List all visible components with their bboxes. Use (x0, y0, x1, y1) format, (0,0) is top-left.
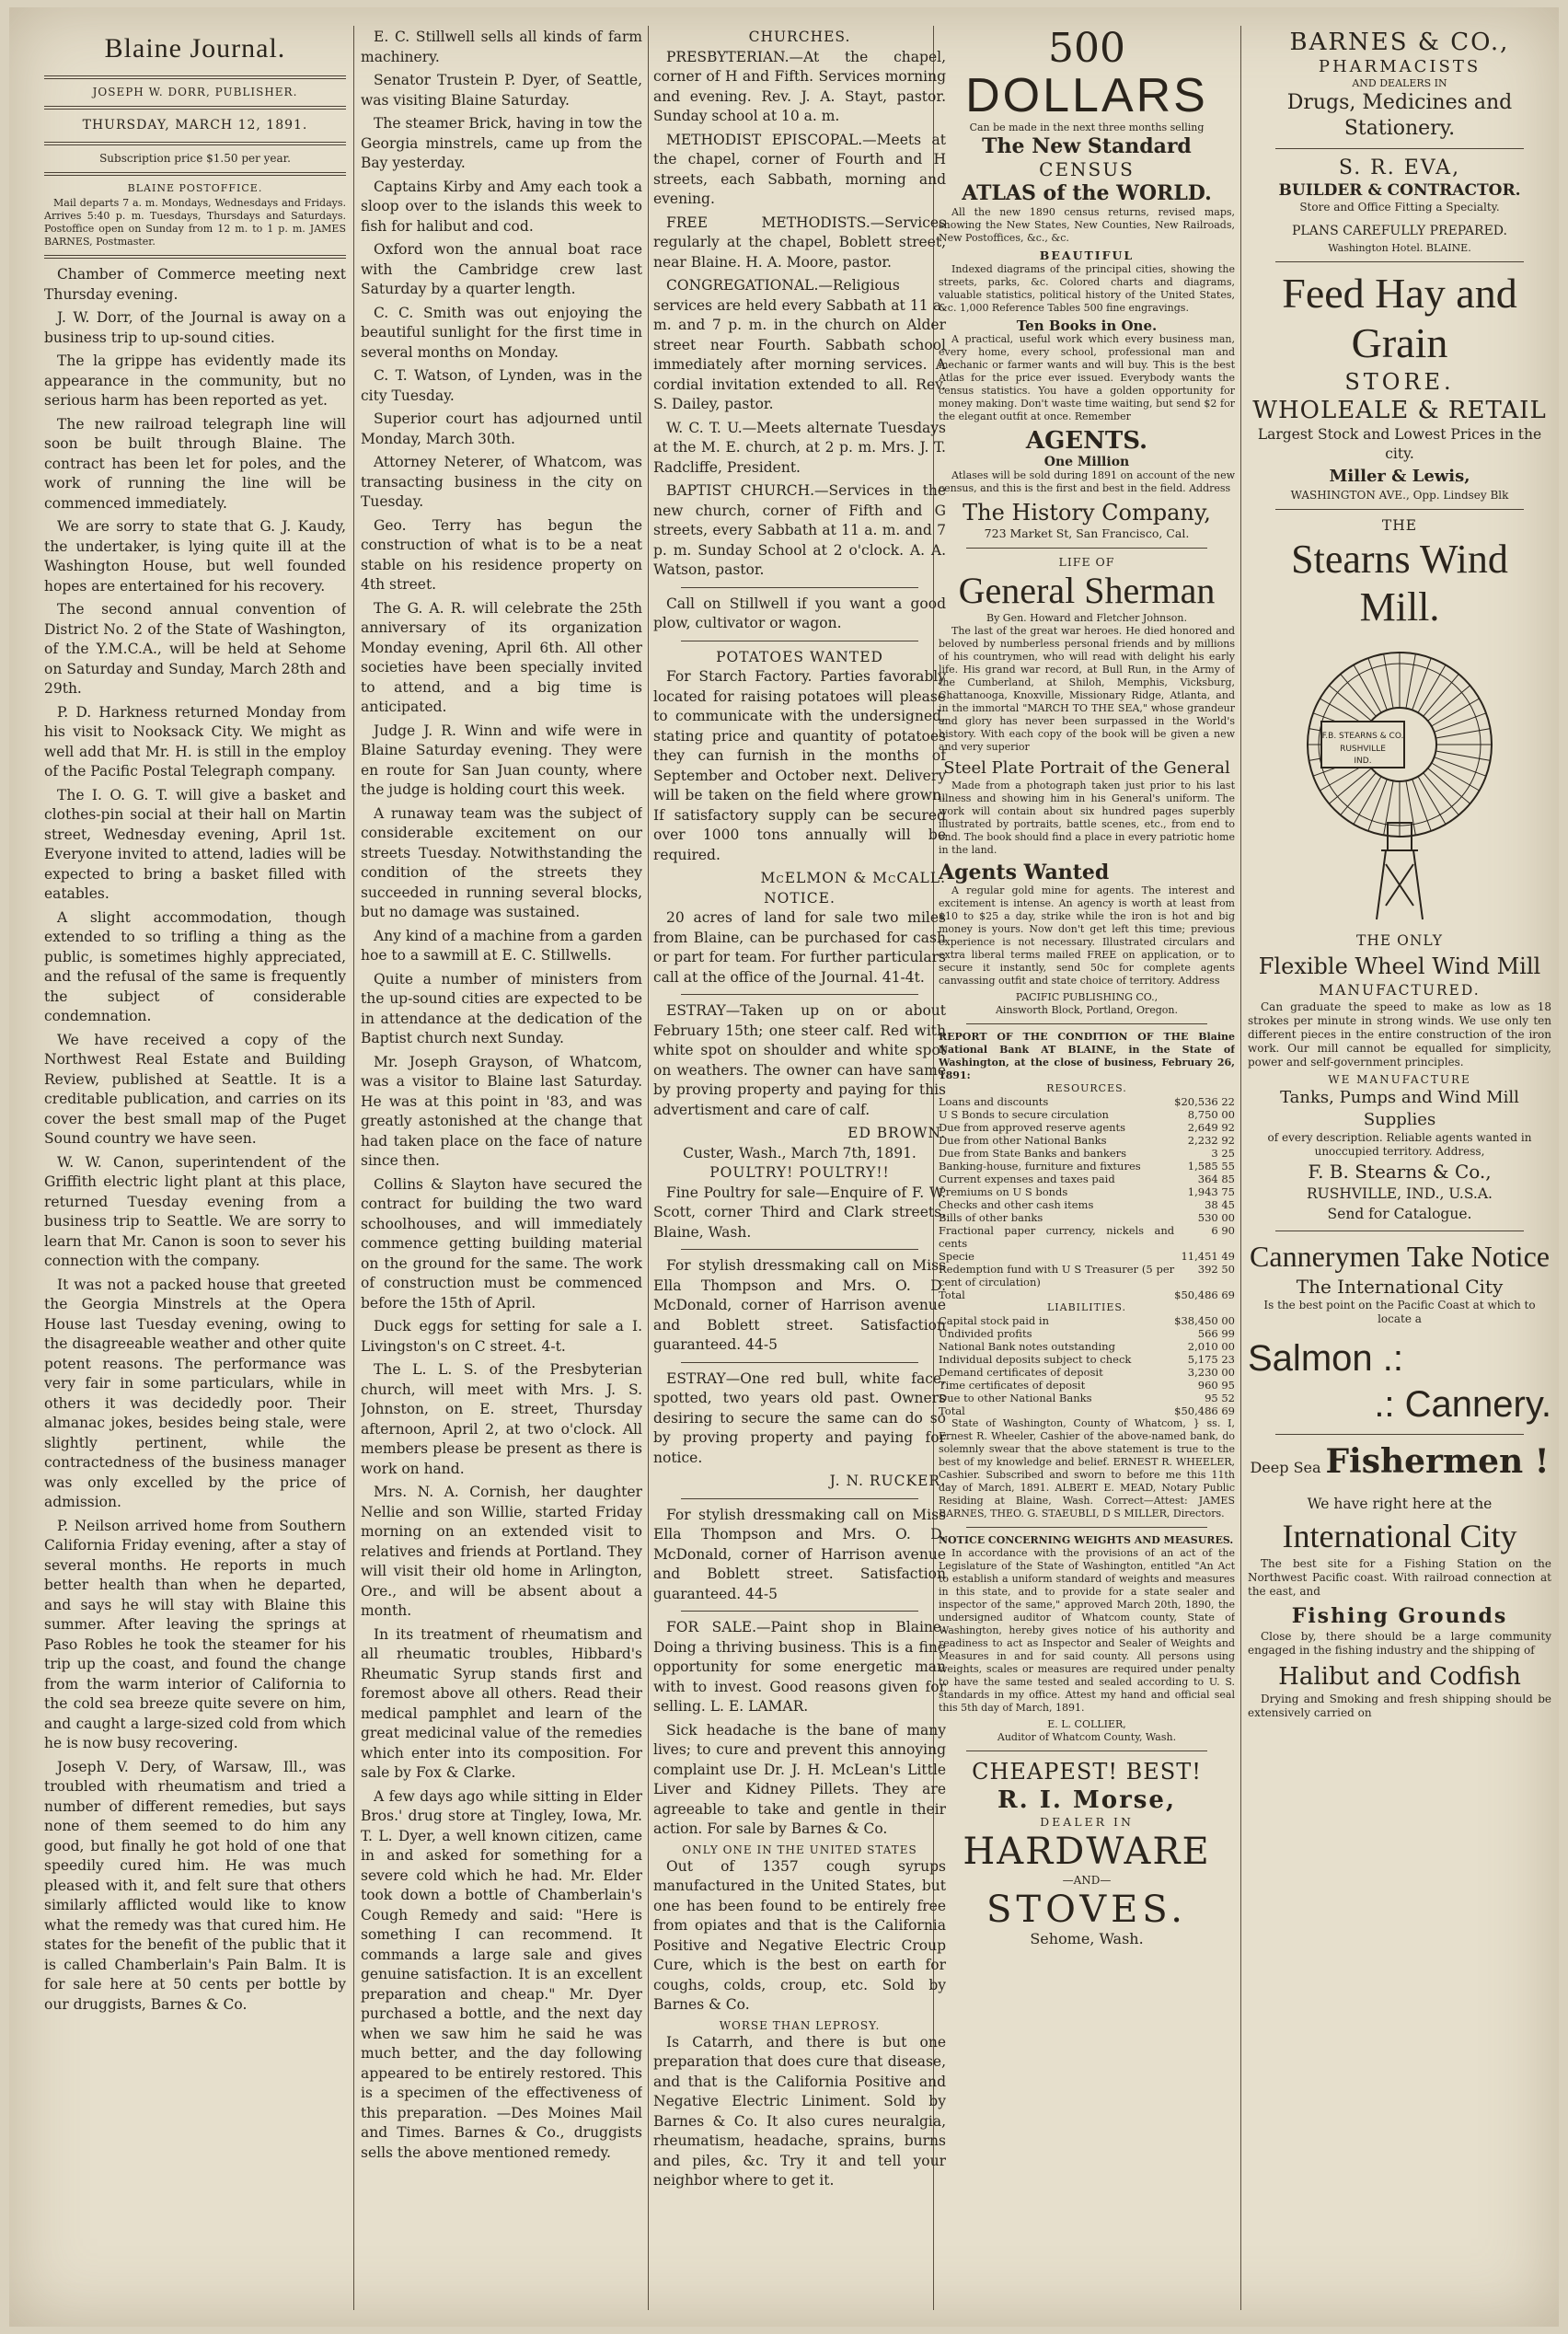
church-listings (653, 48, 946, 581)
stearns-flexible: Flexible Wheel Wind Mill (1258, 953, 1541, 979)
stearns-catalogue: Send for Catalogue. (1327, 1205, 1472, 1222)
statement-label: Loans and discounts (939, 1095, 1049, 1108)
eva-title: BUILDER & CONTRACTOR. (1278, 180, 1521, 200)
morse-and: —AND— (1062, 1874, 1112, 1887)
statement-row (939, 1173, 1235, 1185)
atlas-address: 723 Market St, San Francisco, Cal. (984, 526, 1190, 540)
potatoes-body: For Starch Factory. Parties favorably located for raising potatoes will please to communicate with the undersigned, stating price and quantity of potatoes they can furnish in the months of September and October next. Delivery will be taken on the field where grown. If satisfactory supply can be secured over 1000 tons annually will be required. (653, 668, 946, 863)
statement-value: 960 95 (1197, 1379, 1235, 1392)
statement-row (939, 1263, 1235, 1288)
estray-bull: ESTRAY—One red bull, white face, spotted, two years old past. Owners desiring to secure the same can do so by proving property and paying for notice. (653, 1369, 946, 1466)
statement-value: 8,750 00 (1187, 1108, 1235, 1121)
statement-row (939, 1327, 1235, 1340)
statement-value: 11,451 49 (1181, 1250, 1235, 1263)
only-one-heading: ONLY ONE IN THE UNITED STATES (682, 1843, 917, 1856)
statement-label: Due from other National Banks (939, 1134, 1107, 1147)
statement-value: 566 99 (1197, 1327, 1235, 1340)
statement-value: 5,175 23 (1187, 1353, 1235, 1366)
morse-name: R. I. Morse, (997, 1786, 1177, 1814)
news-item: Mrs. N. A. Cornish, her daughter Nellie and son Willie, started Friday morning on an extended visit to relatives and friends at Portland. They will visit their old home in Arlington, Ore., and will be absent about a month. (361, 1484, 642, 1619)
news-item: Duck eggs for setting for sale a I. Livingston's on C street. 4-t. (361, 1318, 642, 1355)
estray-steer: ESTRAY—Taken up on or about February 15th; one steer calf. Red with white spot on shoulder and white spot on weathers. The owner can have same by proving property and paying for this advertisment and care of calf. (653, 1002, 946, 1118)
fishing-grounds: Fishing Grounds (1291, 1603, 1508, 1628)
resources-table (939, 1095, 1235, 1288)
statement-row (939, 1392, 1235, 1404)
news-item: The G. A. R. will celebrate the 25th anniversary of its organization Monday evening, April 6th. All other societies have been specially invited to attend, and a big time is anticipated. (361, 599, 642, 715)
statement-label: Fractional paper currency, nickels and cents (939, 1224, 1175, 1250)
news-item: PRESBYTERIAN.—At the chapel, corner of H and Fifth. Services morning and evening. Rev. J. A. Stayt, pastor. Sunday school at 10 a. m. (653, 48, 946, 124)
eva-body: Store and Office Fitting a Specialty. (1299, 201, 1500, 214)
news-item: The steamer Brick, having in tow the Georgia minstrels, came up from the Bay yesterday. (361, 115, 642, 171)
statement-label: Undivided profits (939, 1327, 1032, 1340)
news-item: P. Neilson arrived home from Southern California Friday evening, after a stay of several months. He reports in much better health than when he departed, and says he will stay with Blaine this summer. After leaving the springs at Paso Robles he took the steamer for his trip up the coast, and found the change from the warm interior of California to the cold sea breeze quite severe on him, and caught a large-sized cold from which he is now busy recovering. (44, 1517, 346, 1751)
news-item: P. D. Harkness returned Monday from his visit to Nooksack City. We might as well add that Mr. H. is still in the employ of the Pacific Postal Telegraph company. (44, 703, 346, 780)
morse-stoves: STOVES. (986, 1889, 1187, 1931)
statement-value: 364 85 (1197, 1173, 1235, 1185)
news-item: The new railroad telegraph line will soon be built through Blaine. The contract has been let for poles, and the work of running the line will be commenced immediately. (44, 415, 346, 512)
local-news-items (44, 265, 346, 2015)
stillwell-notice: Call on Stillwell if you want a good plow, cultivator or wagon. (653, 595, 946, 631)
bank-report-heading: REPORT OF THE CONDITION OF THE Blaine National Bank AT BLAINE, in the State of Washington, at the close of business, February 26, 1891: (939, 1031, 1235, 1081)
leprosy-heading: WORSE THAN LEPROSY. (719, 2018, 881, 2032)
atlas-body-4: Atlases will be sold during 1891 on account of the new census, and this is the first and best in the field. Address (939, 469, 1235, 494)
windmill-spoke (1368, 658, 1388, 710)
news-item: The la grippe has evidently made its appearance in the community, but no serious harm has been reported as yet. (44, 352, 346, 409)
deep-sea: Deep Sea (1250, 1459, 1321, 1476)
publisher-line: JOSEPH W. DORR, PUBLISHER. (92, 85, 298, 98)
stearns-tanks-body: of every description. Reliable agents wanted in unoccupied territory. Address, (1267, 1131, 1532, 1158)
stearns-address: RUSHVILLE, IND., U.S.A. (1307, 1185, 1493, 1202)
atlas-amount: 500 (1048, 28, 1125, 72)
statement-row (939, 1224, 1235, 1250)
vane-label: RUSHVILLE (1340, 745, 1386, 754)
windmill-illustration (1285, 639, 1515, 924)
postoffice-heading: BLAINE POSTOFFICE. (127, 182, 263, 194)
barnes-drugs: Drugs, Medicines and Stationery. (1286, 90, 1513, 140)
news-item: W. W. Canon, superintendent of the Griffith electric light plant at this place, returned Tuesday evening from a business trip to Seattle. We are sorry to learn that Mr. Canon is soon to sever his connection with the company. (44, 1153, 346, 1269)
vane-label: F.B. STEARNS & CO. (1321, 732, 1404, 741)
barnes-name: BARNES & CO., (1289, 29, 1510, 56)
statement-label: Specie (939, 1250, 974, 1263)
statement-value: $38,450 00 (1174, 1314, 1235, 1327)
windmill-spoke (1435, 729, 1490, 738)
halibut-body: Drying and Smoking and fresh shipping should be extensively carried on (1248, 1692, 1551, 1719)
news-item: Senator Trustein P. Dyer, of Seattle, was visiting Blaine Saturday. (361, 72, 642, 109)
column-3 (653, 28, 946, 2308)
news-item: C. C. Smith was out enjoying the beautiful sunlight for the first time in several months on Monday. (361, 304, 642, 361)
statement-label: Due from approved reserve agents (939, 1121, 1126, 1134)
agents-body: A regular gold mine for agents. The interest and excitement is intense. An agency is worth at least from $10 to $25 a day, strike while the iron is hot and big money is yours. Now don't get left this time; previous experience is not necessary. Illustrated circulars and extra liberal terms mailed FREE on application, or to secure it instantly, send 50c for complete agents canvassing outfit and state choice of territory. Address (939, 884, 1235, 987)
statement-label: Redemption fund with U S Treasurer (5 per cent of circulation) (939, 1263, 1175, 1288)
agents-address: Ainsworth Block, Portland, Oregon. (995, 1004, 1179, 1016)
news-item: C. T. Watson, of Lynden, was in the city Tuesday. (361, 367, 642, 404)
news-item: Joseph V. Dery, of Warsaw, Ill., was troubled with rheumatism and tried a number of different remedies, but says none of them seemed to do him any good, but finally he got hold of one that speedily cured him. He was much pleased with it, and felt sure that others similarly afflicted would like to know what the remedy was that cured him. He states for the benefit of the public that it is called Chamberlain's Pain Balm. It is for sale here at 50 cents per bottle by our druggists, Barnes & Co. (44, 1758, 346, 2013)
atlas-beautiful: BEAUTIFUL (1039, 248, 1135, 262)
windmill-spoke (1435, 713, 1486, 733)
morse-place: Sehome, Wash. (1030, 1930, 1144, 1947)
statement-value: 3 25 (1211, 1147, 1235, 1160)
atlas-dollars: DOLLARS (965, 69, 1208, 122)
news-item: A slight accommodation, though extended to so trifling a thing as the public, is sometimes highly appreciated, and the refusal of the same is frequently the subject of considerable condemnation. (44, 908, 346, 1024)
news-item: The I. O. G. T. will give a basket and clothes-pin social at their hall on Martin street, Wednesday evening, April 1st. Everyone invited to attend, ladies will be expected to bring a basket filled with eatables. (44, 786, 346, 902)
feed-store: STORE. (1344, 368, 1455, 395)
news-item: We have received a copy of the Northwest Real Estate and Building Review, published at Seattle. It is a creditable publication, and carries on its cover the best small map of the Puget Sound country we have seen. (44, 1031, 346, 1147)
statement-label: Capital stock paid in (939, 1314, 1050, 1327)
atlas-sub: Can be made in the next three months selling (969, 121, 1205, 133)
statement-label: Bills of other banks (939, 1211, 1043, 1224)
stearns-the: THE (1381, 516, 1418, 534)
agents-wanted: Agents Wanted (939, 861, 1110, 884)
windmill-spoke (1384, 654, 1393, 709)
stearns-only: THE ONLY (1356, 932, 1443, 949)
barnes-pharmacists: PHARMACISTS (1318, 57, 1482, 76)
statement-row (939, 1379, 1235, 1392)
resources-total: Total $50,486 69 (939, 1288, 1235, 1301)
stearns-tanks: Tanks, Pumps and Wind Mill Supplies (1280, 1088, 1519, 1129)
masthead: Blaine Journal. (104, 33, 286, 64)
news-item: Captains Kirby and Amy each took a sloop over to the islands this week to fish for halibut and cod. (361, 178, 642, 235)
atlas-body-1: All the new 1890 census returns, revised maps, showing the New States, New Counties, New Railroads, New Postoffices, &c., &c. (939, 206, 1235, 244)
statement-value: 392 50 (1197, 1263, 1235, 1276)
news-item: FREE METHODISTS.—Services regularly at the chapel, Boblett street, near Blaine. H. A. Moore, pastor. (653, 214, 946, 271)
notice-heading: NOTICE. (764, 889, 836, 907)
windmill-spoke (1435, 751, 1490, 760)
statement-value: 38 45 (1205, 1198, 1235, 1211)
issue-date: THURSDAY, MARCH 12, 1891. (82, 117, 308, 133)
estray-bull-signature: J. N. RUCKER. (829, 1473, 946, 1489)
statement-row (939, 1340, 1235, 1353)
statement-label: Time certificates of deposit (939, 1379, 1086, 1392)
feed-body: Largest Stock and Lowest Prices in the city. (1257, 425, 1542, 462)
cannery-title: Cannerymen Take Notice (1250, 1240, 1550, 1273)
estray-steer-signature: ED BROWN. (847, 1125, 946, 1141)
halibut: Halibut and Codfish (1278, 1662, 1521, 1691)
news-item: Oxford won the annual boat race with the Cambridge crew last Saturday by a quarter length. (361, 241, 642, 297)
headache-ad: Sick headache is the bane of many lives; to cure and prevent this annoying complaint use Dr. J. H. McLean's Little Liver and Kidney Pillets. They are agreeable to take and gentle in their action. For sale by Barnes & Co. (653, 1721, 946, 1837)
sherman-portrait: Steel Plate Portrait of the General (943, 758, 1230, 778)
sherman-body-2: Made from a photograph taken just prior to his last illness and showing him in his General's uniform. The work will contain about six hundred pages superbly illustrated by portraits, battle scenes, etc., from end to end. The book should find a place in every patriotic home in the land. (939, 780, 1235, 856)
column-2 (361, 28, 642, 2308)
column-rule (353, 26, 354, 2310)
statement-value: 1,943 75 (1187, 1185, 1235, 1198)
news-item: METHODIST EPISCOPAL.—Meets at the chapel, corner of Fourth and H streets, each Sabbath, morning and evening. (653, 131, 946, 207)
feed-firm: Miller & Lewis, (1329, 466, 1470, 486)
statement-row (939, 1160, 1235, 1173)
feed-address: WASHINGTON AVE., Opp. Lindsey Blk (1290, 488, 1509, 502)
statement-row (939, 1147, 1235, 1160)
intl-city: The International City (1296, 1276, 1504, 1298)
statement-label: Due from State Banks and bankers (939, 1147, 1127, 1160)
news-item: Quite a number of ministers from the up-sound cities are expected to be in attendance at the dedication of the Baptist church next Sunday. (361, 970, 642, 1046)
dressmaking-notice: For stylish dressmaking call on Miss Ella Thompson and Mrs. O. D. McDonald, corner of Harrison avenue and Boblett street. Satisfaction guaranteed. 44-5 (653, 1506, 946, 1602)
dressmaking-notice: For stylish dressmaking call on Miss Ella Thompson and Mrs. O. D. McDonald, corner of Harrison avenue and Boblett street. Satisfaction guaranteed. 44-5 (653, 1257, 946, 1353)
atlas-title-3: ATLAS of the WORLD. (962, 181, 1212, 205)
stearns-body: Can graduate the speed to make as low as 18 strokes per minute in strong winds. We use only ten different pieces in the entire construction of the iron work. Our mill cannot be equalled for simplicity, power and self-government principles. (1248, 1000, 1551, 1069)
weights-heading: NOTICE CONCERNING WEIGHTS AND MEASURES. (939, 1534, 1234, 1546)
resources-heading: RESOURCES. (1046, 1082, 1127, 1094)
intl-city-2: International City (1282, 1517, 1517, 1554)
eva-name: S. R. EVA, (1338, 156, 1461, 179)
potatoes-signature: McELMON & McCALL. (760, 870, 946, 886)
windmill-spoke (1406, 654, 1415, 709)
statement-row (939, 1314, 1235, 1327)
news-item: Chamber of Commerce meeting next Thursday evening. (44, 266, 346, 303)
atlas-million: One Million (1043, 455, 1130, 469)
only-one-body: Out of 1357 cough syrups manufactured in the United States, but one has been found to be entirely free from opiates and that is the California Positive and Negative Electric Croup Cure, which is the best on earth for coughs, colds, croup, etc. Sold by Barnes & Co. (653, 1857, 946, 2013)
atlas-agents: AGENTS. (1025, 427, 1148, 455)
eva-plans: PLANS CAREFULLY PREPARED. (1292, 224, 1507, 238)
news-item: It was not a packed house that greeted the Georgia Minstrels at the Opera House last Tuesday evening, owing to the disagreeable weather and other quite potent reasons. The performance was very fair in some particulars, while in others it was decidedly poor. Their almanac jokes, besides being stale, were slightly pertinent, while the contractedness of the business manager was only excelled by the price of admission. (44, 1276, 346, 1510)
statement-label: Demand certificates of deposit (939, 1366, 1103, 1379)
feed-title: Feed Hay and Grain (1282, 269, 1517, 366)
fishermen: Fishermen ! (1325, 1442, 1550, 1481)
statement-label: National Bank notes outstanding (939, 1340, 1115, 1353)
subscription-price: Subscription price $1.50 per year. (99, 152, 291, 165)
stearns-we-manufacture: WE MANUFACTURE (1328, 1073, 1471, 1086)
sherman-body: The last of the great war heroes. He died honored and beloved by numberless personal friends and by millions of his countrymen, who will read with delight his early life. His grand war record, at Bull Run, in the Army of the Cumberland, at Shiloh, Memphis, Vicksburg, Chattanooga, Knoxville, Missionary Ridge, Atlanta, and in the immortal "MARCH TO THE SEA," whose grandeur and glory has never been surpassed in the World's history. With each copy of the book will be given a new and very superior (939, 625, 1235, 753)
stearns-title: Stearns Wind Mill. (1291, 537, 1508, 630)
poultry-body: Fine Poultry for sale—Enquire of F. W. Scott, corner Third and Clark streets, Blaine, Wash. (653, 1184, 946, 1241)
barnes-dealers: AND DEALERS IN (1352, 76, 1447, 89)
atlas-ten-books: Ten Books in One. (1016, 318, 1158, 334)
estray-steer-place: Custer, Wash., March 7th, 1891. (683, 1144, 917, 1161)
leprosy-body: Is Catarrh, and there is but one preparation that does cure that disease, and that is the California Positive and Negative Electric Liniment. Sold by Barnes & Co. It also cures neuralgia, rheumatism, headache, sprains, burns and piles, &c. Try it and tell your neighbor where to get it. (653, 2033, 946, 2189)
intl-body-2: The best site for a Fishing Station on the Northwest Pacific coast. With railroad connection at the east, and (1248, 1556, 1551, 1598)
liabilities-heading: LIABILITIES. (1046, 1301, 1127, 1313)
sherman-life-of: LIFE OF (1058, 555, 1115, 569)
news-item: The second annual convention of District No. 2 of the State of Washington, of the Y.M.C.A., will be held at Sehome on Saturday and Sunday, March 28th and 29th. (44, 601, 346, 697)
column-rule (648, 26, 649, 2310)
news-item: Collins & Slayton have secured the contract for building the two ward schoolhouses, and will immediately commence getting building material on the ground for the same. The work of construction must be commenced before the 15th of April. (361, 1175, 642, 1311)
statement-value: 6 90 (1211, 1224, 1235, 1237)
stearns-firm: F. B. Stearns & Co., (1308, 1161, 1492, 1183)
weights-signature: E. L. COLLIER, (1047, 1718, 1126, 1730)
news-item: Mr. Joseph Grayson, of Whatcom, was a visitor to Blaine last Saturday. He was at this point in '83, and was greatly astonished at the change that had taken place on the face of nature since then. (361, 1053, 642, 1169)
statement-value: 2,232 92 (1187, 1134, 1235, 1147)
statement-row (939, 1185, 1235, 1198)
atlas-title-1: The New Standard (982, 134, 1192, 158)
news-item: In its treatment of rheumatism and all rheumatic troubles, Hibbard's Rheumatic Syrup stands first and foremost above all others. Read their medical pamphlet and learn of the great medicinal value of the remedies which enter into its composition. For sale by Fox & Clarke. (361, 1625, 642, 1781)
newspaper-page (9, 7, 1559, 2327)
news-item: A few days ago while sitting in Elder Bros.' drug store at Tingley, Iowa, Mr. T. L. Dyer, a well known citizen, came in and asked for something for a severe cold which he had. Mr. Elder took down a bottle of Chamberlain's Cough Remedy and said: "Here is something I can recommend. It commands a large sale and gives genuine satisfaction. It is an excellent preparation and cheap." Mr. Dyer purchased a bottle, and the next day when we saw him he said he was much better, and the day following appeared to be entirely restored. This is a specimen of the effectiveness of this preparation. —Des Moines Mail and Times. Barnes & Co., druggists sells the above mentioned remedy. (361, 1787, 642, 2161)
statement-row (939, 1095, 1235, 1108)
morse-cheapest: CHEAPEST! BEST! (972, 1759, 1202, 1785)
vane-label: IND. (1354, 757, 1372, 766)
windmill-spoke (1412, 658, 1432, 710)
news-item: Judge J. R. Winn and wife were in Blaine Saturday evening. They were en route for San Juan county, where the judge is holding court this week. (361, 722, 642, 798)
agents-company: PACIFIC PUBLISHING CO., (1015, 991, 1159, 1003)
column-rule (1240, 26, 1241, 2310)
liabilities-total: Total $50,486 69 (939, 1404, 1235, 1417)
news-item: A runaway team was the subject of considerable excitement on our streets Tuesday. Notwithstanding the condition of the streets they succeeded in running several blocks, but no damage was sustained. (361, 804, 642, 920)
statement-value: $20,536 22 (1174, 1095, 1235, 1108)
news-item: Geo. Terry has begun the construction of what is to be a neat stable on his residence property on 4th street. (361, 516, 642, 593)
statement-row (939, 1108, 1235, 1121)
cannery: .: Cannery. (1374, 1384, 1551, 1425)
statement-label: Individual deposits subject to check (939, 1353, 1132, 1366)
statement-row (939, 1121, 1235, 1134)
statement-value: 1,585 55 (1187, 1160, 1235, 1173)
eva-location: Washington Hotel. BLAINE. (1328, 241, 1471, 254)
column-5 (1248, 28, 1551, 2308)
news-item: The L. L. S. of the Presbyterian church, will meet with Mrs. J. S. Johnston, on E. street, Thursday afternoon, April 2, at two o'clock. All members please be present as there is work on hand. (361, 1361, 642, 1477)
news-item: We are sorry to state that G. J. Kaudy, the undertaker, is lying quite ill at the Washington House, but well founded hopes are entertained for his recovery. (44, 518, 346, 595)
news-item: J. W. Dorr, of the Journal is away on a business trip to up-sound cities. (44, 309, 346, 346)
feed-wholesale: WHOLEALE & RETAIL (1252, 396, 1547, 424)
statement-label: Banking-house, furniture and fixtures (939, 1160, 1141, 1173)
potatoes-heading: POTATOES WANTED (716, 648, 883, 665)
statement-row (939, 1198, 1235, 1211)
statement-row (939, 1366, 1235, 1379)
morse-hardware: HARDWARE (963, 1831, 1211, 1873)
postoffice-hours: Mail departs 7 a. m. Mondays, Wednesdays and Fridays. Arrives 5:40 p. m. Tuesdays, Thursdays and Saturdays. Postoffice open on Sunday from 12 m. to 1 p. m. JAMES BARNES, Postmaster. (44, 197, 346, 248)
statement-value: 530 00 (1197, 1211, 1235, 1224)
local-news-items (361, 28, 642, 2163)
statement-value: 2,649 92 (1187, 1121, 1235, 1134)
news-item: CONGREGATIONAL.—Religious services are held every Sabbath at 11 a. m. and 7 p. m. in the church on Alder street near Fourth. Sabbath school immediately after morning services. A cordial invitation extended to all. Rev. S. Dailey, pastor. (653, 277, 946, 412)
news-item: Any kind of a machine from a garden hoe to a sawmill at E. C. Stillwells. (361, 927, 642, 964)
statement-row (939, 1134, 1235, 1147)
churches-heading: CHURCHES. (748, 29, 851, 45)
statement-label: Premiums on U S bonds (939, 1185, 1068, 1198)
statement-value: 2,010 00 (1187, 1340, 1235, 1353)
land-notice: 20 acres of land for sale two miles from Blaine, can be purchased for cash or part for team. For further particulars call at the office of the Journal. 41-4t. (653, 909, 946, 986)
atlas-title-2: CENSUS (1039, 158, 1135, 180)
morse-dealer: DEALER IN (1040, 1815, 1134, 1829)
salmon: Salmon .: (1248, 1338, 1403, 1379)
poultry-heading: POULTRY! POULTRY!! (709, 1164, 890, 1181)
column-1 (44, 28, 346, 2308)
intl-body: Is the best point on the Pacific Coast at which to locate a (1263, 1299, 1536, 1325)
atlas-body-3: A practical, useful work which every business man, every home, every school, professional man and mechanic or farmer wants and will buy. This is the best Atlas for the price ever issued. Everybody wants the census statistics. You have a golden opportunity for money making. Don't waste time waiting, but send $2 for the elegant outfit at once. Remember (939, 333, 1235, 422)
stearns-manufactured: MANUFACTURED. (1319, 981, 1481, 999)
atlas-company: The History Company, (963, 500, 1211, 526)
windmill-spoke (1435, 757, 1486, 777)
right-here: We have right here at the (1307, 1496, 1493, 1512)
weights-signature-title: Auditor of Whatcom County, Wash. (997, 1731, 1177, 1743)
bank-oath: State of Washington, County of Whatcom, } ss. I, Ernest R. Wheeler, Cashier of the above-named bank, do solemnly swear that the above statement is true to the best of my knowledge and belief. ERNEST R. WHEELER, Cashier. Subscribed and sworn to before me this 11th day of March, 1891. ALBERT E. MEAD, Notary Public Residing at Blaine, Wash. Correct—Attest: JAMES BARNES, THEO. G. STAEUBLI, D S MILLER, Directors. (939, 1417, 1235, 1519)
atlas-body-2: Indexed diagrams of the principal cities, showing the streets, parks, &c. Colored charts and diagrams, valuable statistics, political history of the United States, &c. 1,000 Reference Tables 500 fine engravings. (939, 263, 1235, 314)
statement-row (939, 1211, 1235, 1224)
sherman-title: General Sherman (958, 570, 1216, 611)
statement-value: 95 52 (1205, 1392, 1235, 1404)
news-item: Attorney Neterer, of Whatcom, was transacting business in the city on Tuesday. (361, 454, 642, 510)
paint-shop-sale: FOR SALE.—Paint shop in Blaine. Doing a thriving business. This is a fine opportunity for some energetic man with to invest. Good reasons given for selling. L. E. LAMAR. (653, 1619, 946, 1715)
statement-label: Current expenses and taxes paid (939, 1173, 1115, 1185)
windmill-spoke (1412, 780, 1432, 831)
statement-label: U S Bonds to secure circulation (939, 1108, 1109, 1121)
weights-body: In accordance with the provisions of an act of the Legislature of the State of Washington, entitled "An Act to establish a uniform standard of weights and measures in this state, and to provide for a state sealer and inspector of the same," approved March 20th, 1890, the undersigned auditor of Whatcom county, State of Washington, hereby gives notice of his authority and readiness to act as Inspector and Sealer of Weights and Measures in and for said county. All persons using weights, scales or measures are required under penalty to have the same tested and sealed according to U. S. standards in my office. Attest my hand and official seal this 5th day of March, 1891. (939, 1547, 1235, 1714)
fishing-body: Close by, there should be a large community engaged in the fishing industry and the shipping of (1248, 1629, 1551, 1657)
statement-row (939, 1250, 1235, 1263)
statement-label: Checks and other cash items (939, 1198, 1094, 1211)
sherman-byline: By Gen. Howard and Fletcher Johnson. (986, 612, 1187, 624)
news-item: W. C. T. U.—Meets alternate Tuesdays at the M. E. church, at 2 p. m. Mrs. J. T. Radcliffe, President. (653, 419, 946, 476)
news-item: E. C. Stillwell sells all kinds of farm machinery. (361, 29, 642, 65)
news-item: Superior court has adjourned until Monday, March 30th. (361, 410, 642, 447)
column-4 (939, 28, 1235, 2308)
news-item: BAPTIST CHURCH.—Services in the new church, corner of Fifth and G streets, every Sabbath at 11 a. m. and 7 p. m. Sunday School at 2 o'clock. A. A. Watson, pastor. (653, 482, 946, 578)
statement-label: Due to other National Banks (939, 1392, 1092, 1404)
windmill-spoke (1368, 780, 1388, 831)
statement-row (939, 1353, 1235, 1366)
liabilities-table (939, 1314, 1235, 1404)
statement-value: 3,230 00 (1187, 1366, 1235, 1379)
